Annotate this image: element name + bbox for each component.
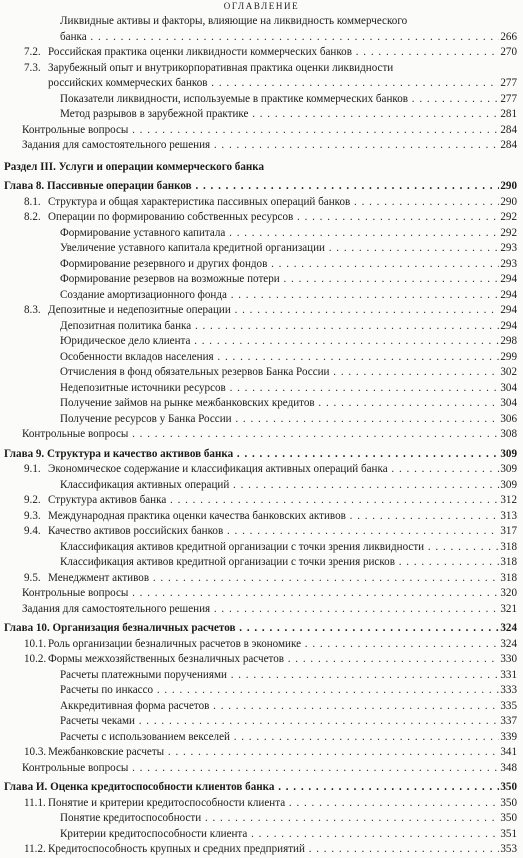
entry-title: Зарубежный опыт и внутрикорпоративная практика оценки ликвидности [48, 61, 394, 74]
page-number: 284 [500, 139, 517, 151]
section-number: 10.3. [24, 746, 47, 758]
page-number: 353 [500, 843, 517, 855]
toc-entry [0, 509, 523, 525]
page-number: 290 [500, 195, 517, 208]
entry-title: Глава И. Оценка кредитоспособности клиентов банка . . . [4, 780, 499, 796]
page-number: 266 [500, 30, 517, 43]
entry-title: Контрольные вопросы . . . [22, 586, 499, 602]
toc-heading [0, 179, 523, 195]
page-number: 321 [500, 602, 517, 615]
entry-title: Показатели ликвидности, используемые в практике коммерческих банков . . . [60, 92, 499, 108]
section-number: 10.2. [24, 653, 47, 665]
page-number: 312 [500, 494, 517, 506]
page-number: 304 [500, 381, 517, 394]
entry-title: Качество активов российских банков . . . [48, 524, 499, 540]
toc-entry [0, 138, 523, 154]
page-number: 350 [500, 796, 517, 809]
page-number: 341 [500, 746, 517, 758]
toc-entry [0, 555, 523, 571]
entry-title: Получение займов на рынке межбанковских кредитов . . . [60, 396, 499, 412]
entry-title: Формы межхозяйственных безналичных расчетов . . . [48, 652, 499, 668]
toc-entry [0, 365, 523, 381]
section-number: 9.5. [24, 571, 41, 584]
entry-title: Формирование уставного капитала . . . [60, 226, 499, 242]
entry-title: Метод разрывов в зарубежной практике . . . [60, 107, 499, 123]
section-number: 8.1. [24, 195, 41, 208]
page-number: 292 [500, 211, 517, 223]
entry-title: Менеджмент активов . . . [48, 571, 499, 587]
entry-title: Понятие и критерии кредитоспособности клиента . . . [48, 796, 499, 812]
page-number: 348 [500, 761, 517, 774]
toc-entry [0, 14, 523, 30]
toc-entry [0, 257, 523, 273]
entry-title: Отчисления в фонд обязательных резервов Банка России . . . [60, 365, 499, 381]
page-number: 318 [500, 571, 517, 584]
toc-entry [0, 412, 523, 428]
toc-entry [0, 107, 523, 123]
page-number: 317 [500, 525, 517, 537]
page-number: 320 [500, 587, 517, 599]
page-number: 298 [500, 335, 517, 347]
entry-title: Расчеты с использованием векселей . . . [60, 730, 499, 746]
page-number: 277 [500, 77, 517, 89]
page-number: 294 [500, 304, 517, 316]
section-number: 7.2. [24, 46, 41, 58]
toc-entry [0, 30, 523, 46]
entry-title: Классификация активов кредитной организации с точки зрения рисков . . . [60, 555, 499, 571]
page-number: 318 [500, 556, 517, 568]
entry-title: Увеличение уставного капитала кредитной организации . . . [60, 241, 499, 257]
entry-title: Расчеты платежными поручениями . . . [60, 668, 499, 684]
page-number: 299 [500, 350, 517, 363]
entry-title: Российская практика оценки ликвидности коммерческих банков . . . [48, 45, 499, 61]
toc-entry [0, 478, 523, 494]
toc-entry [0, 524, 523, 540]
entry-title: Критерии кредитоспособности клиента . . . [60, 827, 499, 843]
page-number: 350 [500, 812, 517, 824]
entry-title: Формирование резервов на возможные потери . . . [60, 272, 499, 288]
toc-heading [0, 447, 523, 463]
section-number: 9.1. [24, 463, 41, 475]
page-number: 293 [500, 242, 517, 254]
entry-title: Юридическое дело клиента . . . [60, 334, 499, 350]
page-number: 294 [500, 319, 517, 332]
entry-title: Задания для самостоятельного решения . . . [22, 138, 499, 154]
toc-entry [0, 303, 523, 319]
entry-title: Раздел III. Услуги и операции коммерческого банка [4, 160, 265, 173]
entry-title: Контрольные вопросы . . . [22, 427, 499, 443]
entry-title: Структура и общая характеристика пассивных операций банков . . . [48, 195, 499, 211]
toc-entry [0, 699, 523, 715]
entry-title: Контрольные вопросы . . . [22, 123, 499, 139]
entry-title: российских коммерческих банков . . . [48, 76, 499, 92]
page-number: 309 [500, 447, 517, 460]
section-number: 9.3. [24, 509, 41, 522]
page-number: 306 [500, 412, 517, 425]
page-number: 337 [500, 715, 517, 727]
toc-entry [0, 683, 523, 699]
page-number: 330 [500, 653, 517, 665]
entry-title: банка . . . [60, 30, 499, 46]
toc-entry [0, 350, 523, 366]
section-number: 10.1. [24, 637, 47, 650]
entry-title: Создание амортизационного фонда . . . [60, 288, 499, 304]
page-number: 309 [500, 478, 517, 491]
toc-entry [0, 123, 523, 139]
toc-entry [0, 288, 523, 304]
entry-title: Экономическое содержание и классификация активных операций банка . . . [48, 462, 499, 478]
running-head: ОГЛАВЛЕНИЕ [223, 1, 300, 11]
toc-entry [0, 92, 523, 108]
toc-entry [0, 195, 523, 211]
section-number: 8.2. [24, 211, 41, 223]
toc-entry [0, 842, 523, 858]
entry-title: Операции по формированию собственных ресурсов . . . [48, 210, 499, 226]
toc-entry [0, 319, 523, 335]
page-number: 331 [500, 668, 517, 681]
toc-entry [0, 761, 523, 777]
toc-entry [0, 427, 523, 443]
toc-entry [0, 45, 523, 61]
entry-title: Межбанковские расчеты . . . [48, 745, 499, 761]
toc-entry [0, 745, 523, 761]
toc-entry [0, 226, 523, 242]
toc-entry [0, 334, 523, 350]
toc-entry [0, 396, 523, 412]
entry-title: Расчеты чеками . . . [60, 714, 499, 730]
toc-entry [0, 462, 523, 478]
entry-title: Ликвидные активы и факторы, влияющие на ликвидность коммерческого [60, 15, 408, 27]
page-number: 293 [500, 257, 517, 270]
toc-entry [0, 730, 523, 746]
page-number: 290 [500, 180, 517, 192]
entry-title: Расчеты по инкассо . . . [60, 683, 499, 699]
entry-title: Формирование резервного и других фондов . . . [60, 257, 499, 273]
entry-title: Контрольные вопросы . . . [22, 761, 499, 777]
toc-entry [0, 210, 523, 226]
page-number: 339 [500, 730, 517, 743]
toc-heading [0, 160, 523, 176]
toc-entry [0, 714, 523, 730]
page-number: 292 [500, 226, 517, 239]
section-number: 9.4. [24, 525, 41, 537]
page-number: 284 [500, 123, 517, 136]
page-number: 281 [500, 108, 517, 120]
section-number: 8.3. [24, 304, 41, 316]
entry-title: Особенности вкладов населения . . . [60, 350, 499, 366]
section-number: 11.1. [24, 796, 46, 809]
toc-entry [0, 652, 523, 668]
page-number: 270 [500, 46, 517, 58]
toc-entry [0, 811, 523, 827]
entry-title: Кредитоспособность крупных и средних предприятий . . . [48, 842, 499, 858]
page-number: 350 [500, 781, 517, 793]
entry-title: Структура активов банка . . . [48, 493, 499, 509]
toc-entry [0, 668, 523, 684]
entry-title: Глава 9. Структура и качество активов банка . . . [4, 447, 499, 463]
entry-title: Депозитные и недепозитные операции . . . [48, 303, 499, 319]
toc-entry [0, 381, 523, 397]
toc-entry [0, 827, 523, 843]
toc-entry [0, 61, 523, 77]
toc-entry [0, 586, 523, 602]
toc-entry [0, 637, 523, 653]
toc-entry [0, 571, 523, 587]
toc-heading [0, 621, 523, 637]
toc-entry [0, 241, 523, 257]
page-number: 313 [500, 509, 517, 522]
entry-title: Получение ресурсов у Банка России . . . [60, 412, 499, 428]
page-number: 304 [500, 397, 517, 409]
page-number: 302 [500, 366, 517, 378]
toc-entry [0, 272, 523, 288]
entry-title: Глава 10. Организация безналичных расчетов . . . [4, 621, 499, 637]
page-number: 294 [500, 273, 517, 285]
page-number: 318 [500, 540, 517, 553]
page-number: 309 [500, 463, 517, 475]
page-number: 294 [500, 288, 517, 301]
entry-title: Классификация активов кредитной организации с точки зрения ликвидности . . . [60, 540, 499, 556]
entry-title: Роль организации безналичных расчетов в экономике . . . [48, 637, 499, 653]
entry-title: Понятие кредитоспособности . . . [60, 811, 499, 827]
entry-title: Депозитная политика банка . . . [60, 319, 499, 335]
toc-entry [0, 493, 523, 509]
entry-title: Недепозитные источники ресурсов . . . [60, 381, 499, 397]
entry-title: Глава 8. Пассивные операции банков . . . [4, 179, 499, 195]
page-number: 324 [500, 622, 517, 634]
toc-entry [0, 796, 523, 812]
section-number: 9.2. [24, 494, 41, 506]
toc-entry [0, 76, 523, 92]
page-number: 335 [500, 699, 517, 712]
section-number: 7.3. [24, 61, 41, 74]
page-number: 351 [500, 827, 517, 840]
page-number: 324 [500, 637, 517, 650]
page-number: 333 [500, 684, 517, 696]
toc-entry [0, 602, 523, 618]
section-number: 11.2. [24, 843, 46, 855]
toc-heading [0, 780, 523, 796]
entry-title: Аккредитивная форма расчетов . . . [60, 699, 499, 715]
page-number: 277 [500, 92, 517, 105]
entry-title: Классификация активных операций . . . [60, 478, 499, 494]
toc-entry [0, 540, 523, 556]
page-number: 308 [500, 428, 517, 440]
entry-title: Задания для самостоятельного решения . . . [22, 602, 499, 618]
entry-title: Международная практика оценки качества банковских активов . . . [48, 509, 499, 525]
table-of-contents [0, 14, 523, 858]
